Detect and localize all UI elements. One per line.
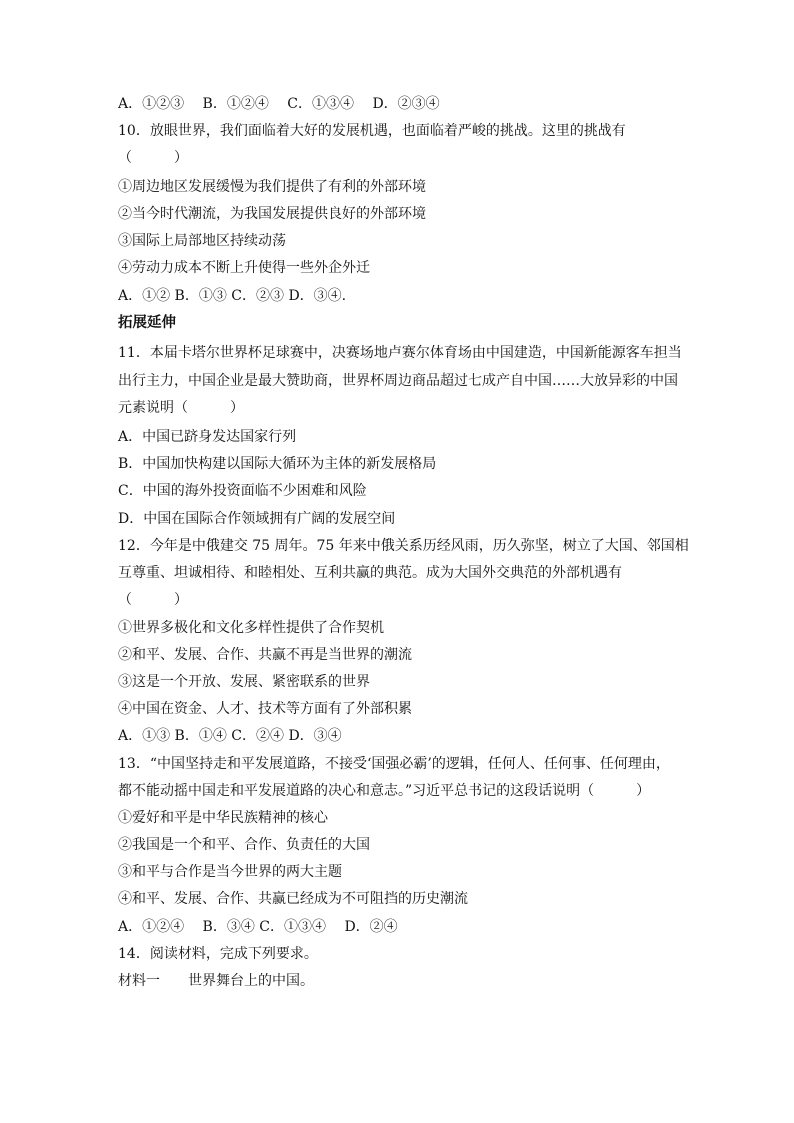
q13-item-3: ③和平与合作是当今世界的两大主题	[118, 864, 342, 880]
q12-stem-line-1: 12．今年是中俄建交 75 周年。75 年来中俄关系历经风雨，历久弥坚，树立了大国、邻国相	[118, 538, 689, 554]
q11-stem-line-2: 出行主力，中国企业是最大赞助商，世界杯周边商品超过七成产自中国……大放异彩的中国	[118, 373, 678, 389]
q11-option-a: A．中国已跻身发达国家行列	[118, 429, 297, 445]
q11-option-b: B．中国加快构建以国际大循环为主体的新发展格局	[118, 456, 437, 472]
q14-stem: 14．阅读材料，完成下列要求。	[118, 946, 318, 962]
q13-options: A．①②④ B．③④ C．①③④ D．②④	[118, 919, 398, 935]
q13-item-1: ①爱好和平是中华民族精神的核心	[118, 810, 328, 826]
q10-item-3: ③国际上局部地区持续动荡	[118, 233, 286, 249]
q12-item-2: ②和平、发展、合作、共赢不再是当世界的潮流	[118, 647, 412, 663]
q13-stem-line-1: 13．“中国坚持走和平发展道路，不接受‘国强必霸’的逻辑，任何人、任何事、任何理由，	[118, 756, 670, 772]
q11-stem-line-3: 元素说明（ ）	[118, 400, 244, 416]
q11-option-d: D．中国在国际合作领域拥有广阔的发展空间	[118, 511, 396, 527]
q13-item-2: ②我国是一个和平、合作、负责任的大国	[118, 837, 370, 853]
q12-options: A．①③ B．①④ C．②④ D．③④	[118, 728, 342, 744]
q10-item-1: ①周边地区发展缓慢为我们提供了有利的外部环境	[118, 179, 426, 195]
q14-material: 材料一 世界舞台上的中国。	[118, 973, 314, 989]
q10-item-4: ④劳动力成本不断上升使得一些外企外迁	[118, 260, 370, 276]
q9-options: A．①②③ B．①②④ C．①③④ D．②③④	[118, 96, 440, 112]
q12-item-3: ③这是一个开放、发展、紧密联系的世界	[118, 674, 370, 690]
q12-item-4: ④中国在资金、人才、技术等方面有了外部积累	[118, 701, 412, 717]
q10-stem: 10．放眼世界，我们面临着大好的发展机遇，也面临着严峻的挑战。这里的挑战有	[118, 123, 626, 139]
q11-option-c: C．中国的海外投资面临不少困难和风险	[118, 483, 367, 499]
section-heading: 拓展延伸	[118, 314, 176, 331]
q11-stem-line-1: 11．本届卡塔尔世界杯足球赛中，决赛场地卢赛尔体育场由中国建造，中国新能源客车担当	[118, 345, 682, 361]
q12-stem-line-2: 互尊重、坦诚相待、和睦相处、互利共赢的典范。成为大国外交典范的外部机遇有	[118, 565, 622, 581]
q10-options: A．①② B．①③ C．②③ D．③④.	[118, 288, 347, 304]
q13-item-4: ④和平、发展、合作、共赢已经成为不可阻挡的历史潮流	[118, 891, 468, 907]
q10-blank: （ ）	[118, 150, 188, 166]
q12-item-1: ①世界多极化和文化多样性提供了合作契机	[118, 620, 384, 636]
q12-blank: （ ）	[118, 592, 188, 608]
q13-stem-line-2: 都不能动摇中国走和平发展道路的决心和意志。”习近平总书记的这段话说明（ ）	[118, 783, 651, 799]
q10-item-2: ②当今时代潮流，为我国发展提供良好的外部环境	[118, 206, 426, 222]
